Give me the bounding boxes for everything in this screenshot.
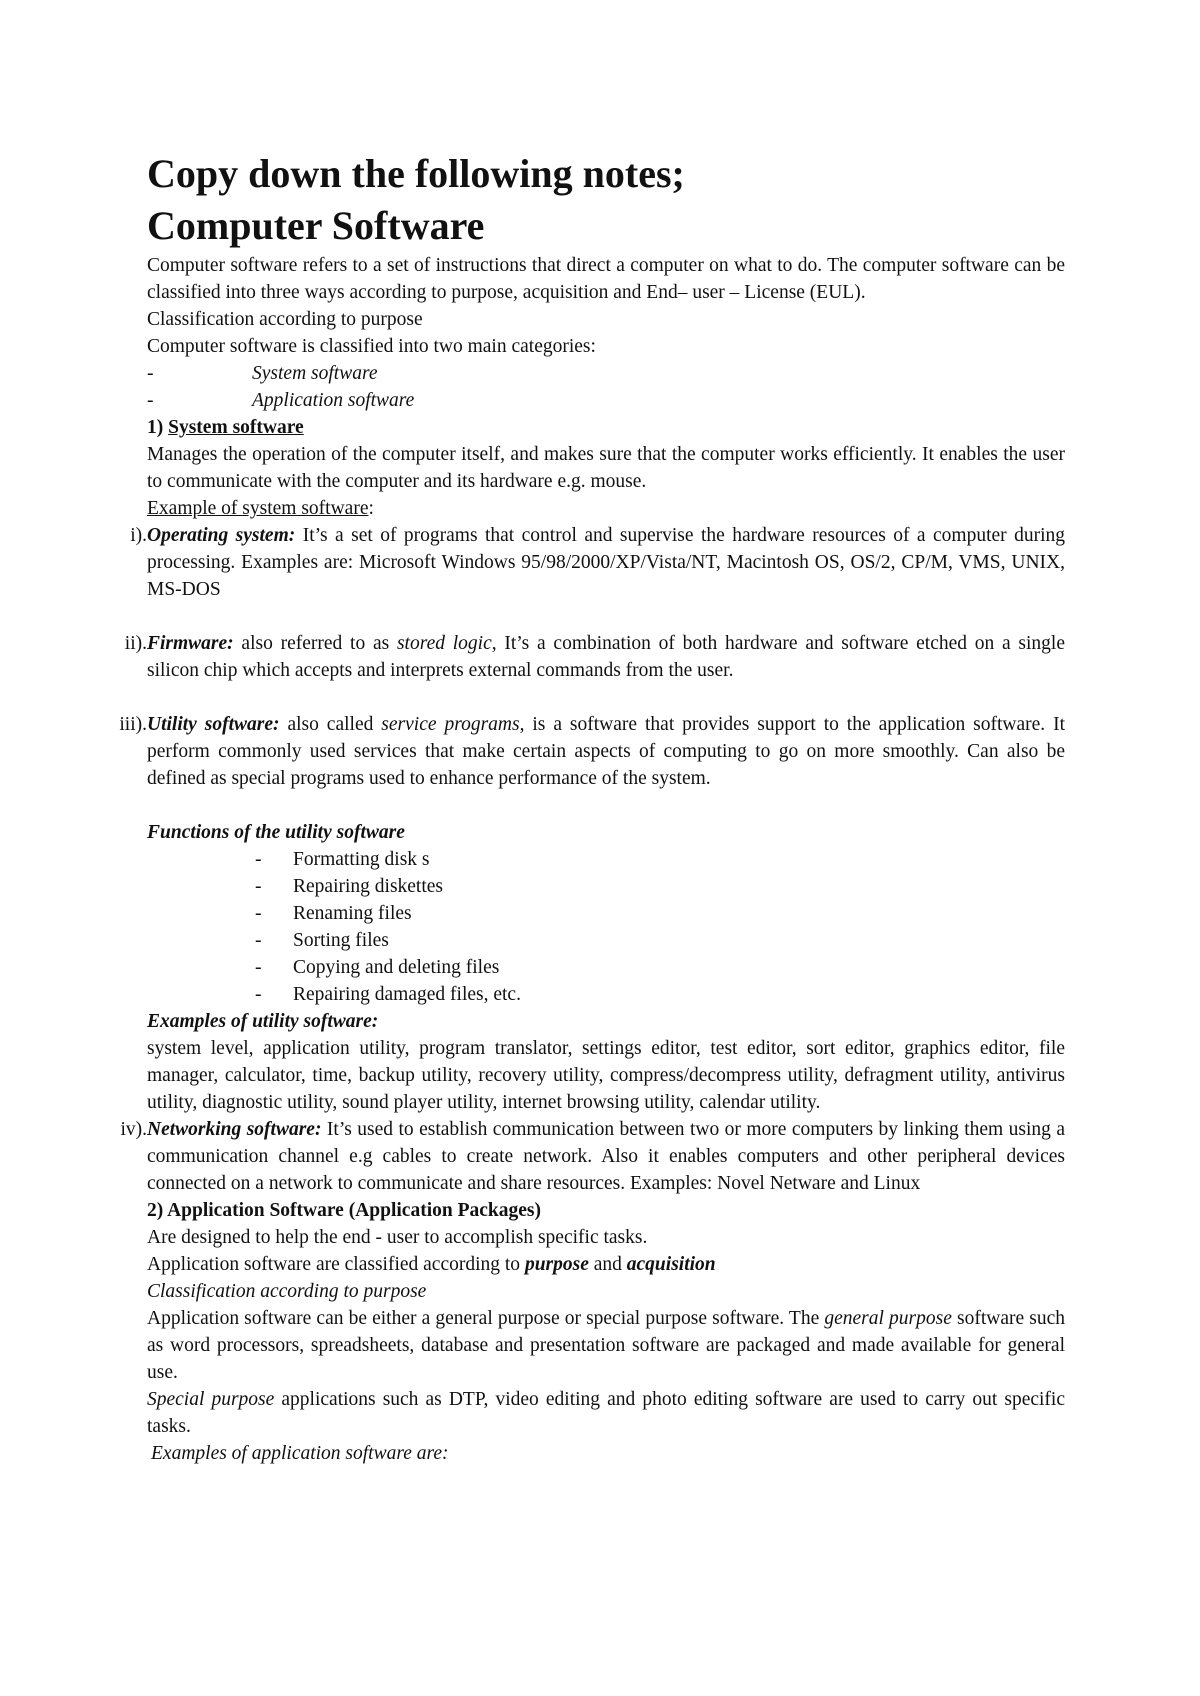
classification-purpose-line: Classification according to purpose: [147, 309, 423, 330]
list-item: [255, 900, 1065, 927]
item-text: It’s used to establish communication between two or more computers by linking them using a communication channel e.g cables to create network. Also it enables computers and other peripheral devices connected on a network to communicate and share resources. Examples: Novel Netware and Linux: [147, 1119, 1066, 1194]
dash-marker: -: [255, 903, 262, 924]
item-text: It’s a set of programs that control and supervise the hardware resources of a computer during processing. Examples are: Microsoft Windows 95/98/2000/XP/Vista/NT, Macintosh OS, OS/2, CP/M, VMS, UNIX, MS-DOS: [147, 525, 1066, 600]
application-examples-heading: Examples of application software are:: [151, 1443, 449, 1464]
list-item: [255, 846, 1065, 873]
heading-number: 1): [147, 417, 164, 438]
item-number: iii).: [119, 714, 147, 735]
item-number: i).: [130, 525, 147, 546]
dash-marker: -: [147, 390, 154, 411]
functions-list: [147, 846, 1065, 1008]
application-software-heading: [147, 1197, 1065, 1224]
term-general-purpose: general purpose: [824, 1308, 952, 1329]
list-item: [255, 873, 1065, 900]
item-term: Networking software:: [147, 1119, 322, 1140]
dash-marker: -: [255, 876, 262, 897]
list-item-text: Repairing diskettes: [293, 876, 444, 897]
list-item: [255, 927, 1065, 954]
item-number: iv).: [120, 1119, 147, 1140]
utility-examples-heading: Examples of utility software:: [147, 1011, 379, 1032]
item-operating-system: [130, 522, 1066, 603]
term-special-purpose: Special purpose: [147, 1389, 275, 1410]
text-segment: applications such as DTP, video editing and photo editing software are used to carry out specific tasks.: [147, 1389, 1065, 1437]
heading-number: 2): [147, 1200, 164, 1221]
category-application: [147, 387, 1065, 414]
system-software-heading: [147, 414, 1065, 441]
item-term: Operating system:: [147, 525, 296, 546]
category-system: [147, 360, 1065, 387]
dash-marker: -: [147, 363, 154, 384]
category-label: Application software: [252, 390, 415, 411]
list-item-text: Repairing damaged files, etc.: [293, 984, 521, 1005]
item-term: Utility software:: [147, 714, 280, 735]
term-purpose: purpose: [524, 1254, 589, 1275]
list-item-text: Copying and deleting files: [293, 957, 500, 978]
list-item: [255, 981, 1065, 1008]
text-segment: Application software are classified according to: [147, 1254, 525, 1275]
category-label: System software: [252, 363, 378, 384]
title-line-1: Copy down the following notes;: [147, 151, 685, 196]
text-segment: Application software can be either a general purpose or special purpose software. The: [147, 1308, 825, 1329]
item-utility-software: [119, 711, 1065, 792]
text-segment: and: [588, 1254, 627, 1275]
list-item-text: Sorting files: [293, 930, 389, 951]
item-number: ii).: [124, 633, 147, 654]
dash-marker: -: [255, 849, 262, 870]
title-line-2: Computer Software: [147, 203, 485, 248]
item-term: Firmware:: [147, 633, 234, 654]
functions-heading: Functions of the utility software: [147, 822, 405, 843]
application-description: Are designed to help the end - user to accomplish specific tasks.: [147, 1227, 648, 1248]
list-item: [255, 954, 1065, 981]
item-alt-term: stored logic: [396, 633, 492, 654]
application-classification-purpose-heading: Classification according to purpose: [147, 1281, 427, 1302]
utility-examples-text: system level, application utility, program translator, settings editor, test editor, sort editor, graphics editor, file manager, calculator, time, backup utility, recovery utility, compress/decompress utility, defragment utility, antivirus utility, diagnostic utility, sound player utility, internet browsing utility, calendar utility.: [147, 1038, 1065, 1113]
dash-marker: -: [255, 930, 262, 951]
item-networking-software: [120, 1116, 1066, 1197]
examples-label-colon: :: [368, 498, 374, 519]
dash-marker: -: [255, 984, 262, 1005]
item-text: also called: [279, 714, 382, 735]
list-item-text: Renaming files: [293, 903, 412, 924]
list-item-text: Formatting disk s: [293, 849, 430, 870]
item-alt-term: service programs: [381, 714, 520, 735]
system-software-description: Manages the operation of the computer itself, and makes sure that the computer works efficiently. It enables the user to communicate with the computer and its hardware e.g. mouse.: [147, 444, 1065, 492]
system-examples-label: [147, 495, 1065, 522]
item-text: , is a software that provides support to the application software. It perform commonly used services that make certain aspects of computing to go on more smoothly. Can also be defined as special programs used to enhance performance of the system.: [147, 714, 1065, 789]
heading-text: System software: [168, 417, 304, 438]
item-firmware: [124, 630, 1065, 684]
document-content: [119, 148, 1066, 1467]
item-text: also referred to as: [233, 633, 397, 654]
special-purpose-paragraph: [147, 1386, 1065, 1440]
text-segment: software such as word processors, spreadsheets, database and presentation software are packaged and made available for general use.: [147, 1308, 1065, 1383]
dash-marker: -: [255, 957, 262, 978]
general-purpose-paragraph: [147, 1305, 1065, 1386]
term-acquisition: acquisition: [626, 1254, 716, 1275]
two-categories-line: Computer software is classified into two main categories:: [147, 336, 596, 357]
application-classification-line: [147, 1251, 1065, 1278]
examples-label-text: Example of system software: [147, 498, 369, 519]
heading-text: Application Software (Application Packages): [167, 1200, 541, 1221]
intro-paragraph: Computer software refers to a set of instructions that direct a computer on what to do. The computer software can be classified into three ways according to purpose, acquisition and End– user – License (EUL).: [147, 255, 1065, 303]
item-text: , It’s a combination of both hardware and software etched on a single silicon chip which accepts and interprets external commands from the user.: [147, 633, 1065, 681]
